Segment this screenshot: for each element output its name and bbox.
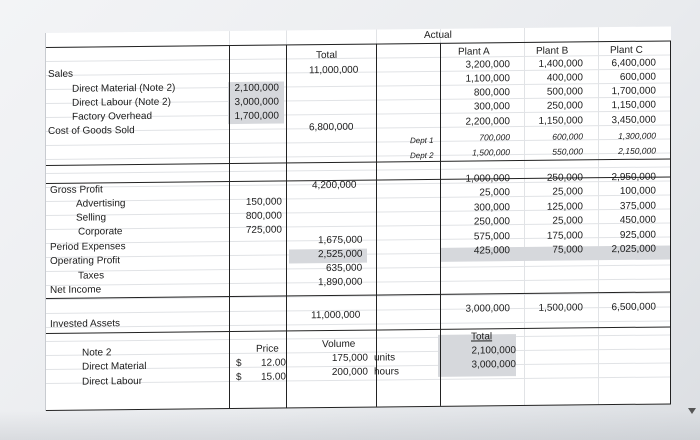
dl-price[interactable]: 15.00 bbox=[260, 371, 286, 383]
actual-header: Actual bbox=[424, 29, 452, 42]
sales-plant-c[interactable]: 6,400,000 bbox=[611, 57, 656, 70]
sales-plant-a[interactable]: 3,200,000 bbox=[465, 59, 510, 71]
op-plant-a[interactable]: 425,000 bbox=[473, 245, 510, 257]
taxes-label: Taxes bbox=[78, 270, 105, 282]
plant-c-header: Plant C bbox=[610, 44, 643, 57]
gp-label: Gross Profit bbox=[50, 184, 103, 196]
dl-unit: hours bbox=[374, 366, 400, 378]
dm-plant-a[interactable]: 1,100,000 bbox=[465, 73, 510, 85]
foh-plant-a[interactable]: 300,000 bbox=[473, 101, 510, 113]
note-dl-label: Direct Labour bbox=[82, 375, 143, 388]
corp-amount[interactable]: 725,000 bbox=[245, 224, 282, 236]
selling-plant-a[interactable]: 300,000 bbox=[473, 202, 510, 214]
dept1-label: Dept 1 bbox=[410, 135, 434, 146]
total-note-header: Total bbox=[471, 331, 493, 343]
dl-label: Direct Labour (Note 2) bbox=[72, 96, 171, 109]
dl-volume[interactable]: 200,000 bbox=[331, 366, 368, 378]
dm-volume[interactable]: 175,000 bbox=[331, 352, 368, 364]
cogs-plant-a[interactable]: 2,200,000 bbox=[465, 116, 510, 128]
pe-total[interactable]: 1,675,000 bbox=[318, 234, 363, 247]
corp-plant-b[interactable]: 25,000 bbox=[552, 215, 583, 227]
adv-amount[interactable]: 150,000 bbox=[245, 196, 282, 208]
screen-bottom-bezel bbox=[0, 410, 700, 440]
dept1-plant-c[interactable]: 1,300,000 bbox=[618, 130, 656, 141]
foh-plant-c[interactable]: 1,150,000 bbox=[611, 99, 656, 112]
cogs-plant-c[interactable]: 3,450,000 bbox=[611, 114, 656, 127]
note-dm-label: Direct Material bbox=[82, 360, 147, 373]
plant-b-header: Plant B bbox=[536, 45, 569, 57]
dm-plant-c[interactable]: 600,000 bbox=[619, 71, 656, 83]
dm-amount[interactable]: 2,100,000 bbox=[234, 82, 279, 95]
total-header: Total bbox=[316, 49, 338, 62]
ia-total[interactable]: 11,000,000 bbox=[311, 309, 361, 322]
dm-unit: units bbox=[374, 352, 396, 364]
cogs-plant-b[interactable]: 1,150,000 bbox=[538, 115, 583, 127]
gp-plant-a[interactable]: 1,000,000 bbox=[465, 173, 510, 185]
dm-note-total[interactable]: 2,100,000 bbox=[471, 345, 516, 357]
dl-amount[interactable]: 3,000,000 bbox=[234, 96, 279, 109]
dept2-label: Dept 2 bbox=[410, 150, 434, 161]
plant-a-header: Plant A bbox=[458, 46, 490, 58]
price-header: Price bbox=[256, 343, 279, 355]
dl-plant-b[interactable]: 500,000 bbox=[546, 86, 583, 98]
dept2-plant-b[interactable]: 550,000 bbox=[552, 146, 583, 157]
ia-plant-a[interactable]: 3,000,000 bbox=[465, 303, 510, 315]
dl-note-total[interactable]: 3,000,000 bbox=[471, 359, 516, 371]
cogs-label: Cost of Goods Sold bbox=[48, 125, 135, 137]
selling-plant-b[interactable]: 125,000 bbox=[546, 201, 583, 213]
ia-plant-c[interactable]: 6,500,000 bbox=[611, 301, 656, 314]
selling-amount[interactable]: 800,000 bbox=[245, 210, 282, 222]
dm-price[interactable]: 12.00 bbox=[260, 357, 286, 369]
cursor-icon bbox=[688, 408, 696, 414]
volume-header: Volume bbox=[322, 338, 356, 351]
op-plant-c[interactable]: 2,025,000 bbox=[611, 243, 656, 256]
dm-currency: $ bbox=[236, 357, 242, 369]
adv-plant-a[interactable]: 25,000 bbox=[479, 187, 510, 199]
dept1-plant-a[interactable]: 700,000 bbox=[479, 132, 510, 143]
adv-plant-b[interactable]: 25,000 bbox=[552, 186, 583, 198]
dm-label: Direct Material (Note 2) bbox=[72, 82, 176, 95]
spreadsheet-grid[interactable] bbox=[45, 26, 671, 411]
corp-plant-a[interactable]: 250,000 bbox=[473, 216, 510, 228]
dm-plant-b[interactable]: 400,000 bbox=[546, 72, 583, 84]
ia-plant-b[interactable]: 1,500,000 bbox=[538, 302, 583, 314]
dept1-plant-b[interactable]: 600,000 bbox=[552, 131, 583, 142]
dept2-plant-a[interactable]: 1,500,000 bbox=[472, 147, 510, 158]
ni-label: Net Income bbox=[50, 284, 102, 296]
foh-label: Factory Overhead bbox=[72, 110, 153, 123]
sales-label: Sales bbox=[48, 68, 74, 80]
selling-label: Selling bbox=[76, 212, 107, 224]
corp-plant-c[interactable]: 450,000 bbox=[619, 214, 656, 226]
dl-plant-a[interactable]: 800,000 bbox=[473, 87, 510, 99]
dept2-plant-c[interactable]: 2,150,000 bbox=[618, 145, 656, 156]
pe-label: Period Expenses bbox=[50, 241, 126, 253]
taxes-total[interactable]: 635,000 bbox=[326, 262, 363, 275]
sales-plant-b[interactable]: 1,400,000 bbox=[538, 58, 583, 70]
foh-plant-b[interactable]: 250,000 bbox=[546, 100, 583, 112]
ni-total[interactable]: 1,890,000 bbox=[318, 276, 363, 289]
op-label: Operating Profit bbox=[50, 255, 121, 267]
gp-plant-c[interactable]: 2,950,000 bbox=[611, 171, 656, 184]
selling-plant-c[interactable]: 375,000 bbox=[619, 200, 656, 212]
gp-plant-b[interactable]: 250,000 bbox=[546, 172, 583, 184]
dl-currency: $ bbox=[236, 371, 242, 383]
pe-plant-b[interactable]: 175,000 bbox=[546, 230, 583, 242]
op-total[interactable]: 2,525,000 bbox=[318, 248, 363, 261]
pe-plant-a[interactable]: 575,000 bbox=[473, 231, 510, 243]
corp-label: Corporate bbox=[78, 226, 123, 238]
pe-plant-c[interactable]: 925,000 bbox=[619, 229, 656, 241]
ia-label: Invested Assets bbox=[50, 318, 121, 330]
sales-total[interactable]: 11,000,000 bbox=[309, 64, 359, 77]
note2-label: Note 2 bbox=[82, 347, 112, 359]
adv-plant-c[interactable]: 100,000 bbox=[619, 185, 656, 197]
dl-plant-c[interactable]: 1,700,000 bbox=[611, 85, 656, 98]
adv-label: Advertising bbox=[76, 198, 126, 210]
foh-amount[interactable]: 1,700,000 bbox=[234, 110, 279, 123]
cogs-total[interactable]: 6,800,000 bbox=[309, 121, 354, 134]
op-plant-b[interactable]: 75,000 bbox=[552, 244, 583, 256]
gp-total[interactable]: 4,200,000 bbox=[312, 179, 357, 192]
